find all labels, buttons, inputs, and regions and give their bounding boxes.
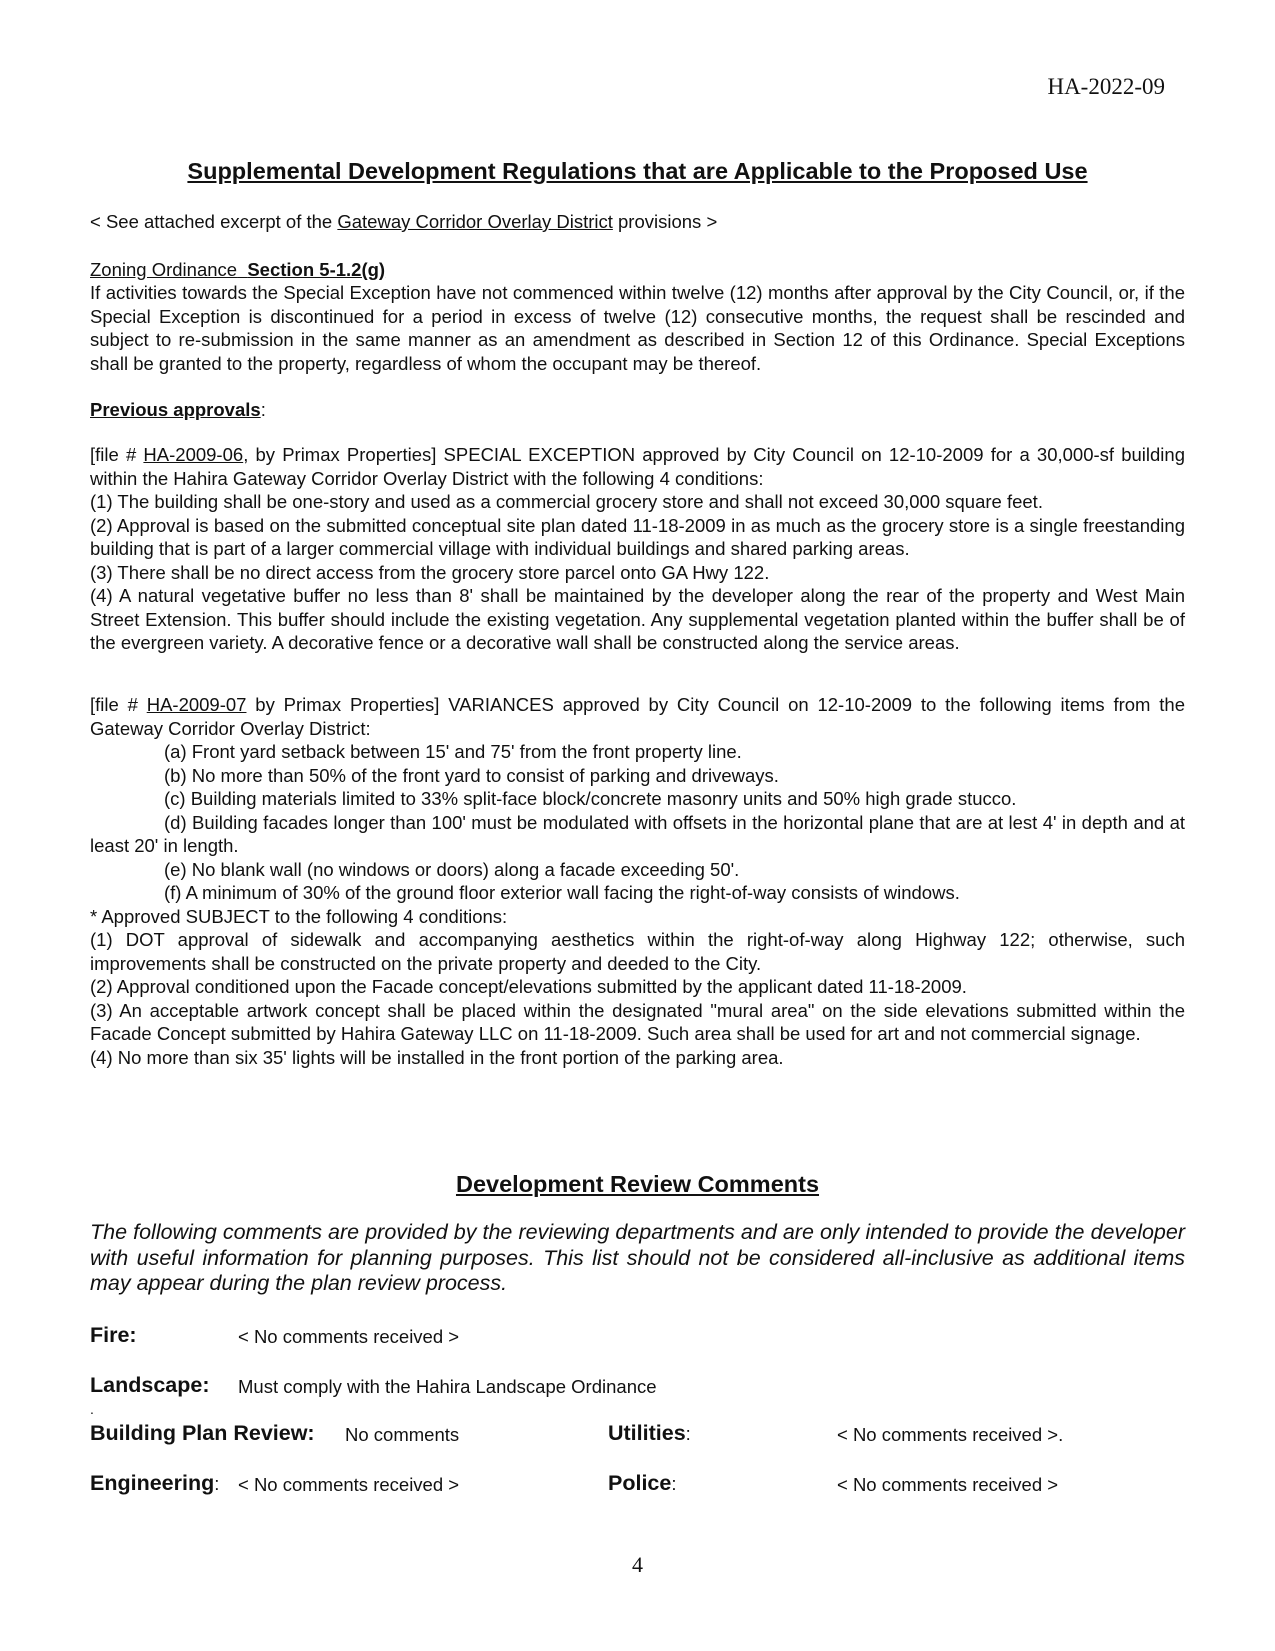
condition-item: (1) The building shall be one-story and used as a commercial grocery store and shall not exceed 30,000 square feet.	[90, 491, 1043, 512]
excerpt-note	[90, 210, 1185, 234]
excerpt-after: provisions >	[612, 211, 718, 232]
utilities-value: < No comments received >.	[837, 1424, 1064, 1445]
condition-item: (4) A natural vegetative buffer no less than 8' shall be maintained by the developer along the rear of the property and West Main Street Extension. This buffer should include the existing vegetation. Any supplemental vegetation planted within the buffer shall be of the evergreen variety. A decorative fence or a decorative wall shall be constructed along the service areas.	[90, 585, 1185, 653]
landscape-label: Landscape:	[90, 1373, 210, 1397]
review-title: Development Review Comments	[455, 1171, 820, 1197]
stray-dot: .	[90, 1401, 94, 1417]
variance-item: (c) Building materials limited to 33% split-face block/concrete masonry units and 50% high grade stucco.	[164, 788, 1017, 809]
engineering-label: Engineering:	[90, 1471, 220, 1495]
approval-2-intro: [file # HA-2009-07 by Primax Properties] VARIANCES approved by City Council on 12-10-2009 to the following items from the Gateway Corridor Overlay District:	[90, 694, 1185, 739]
section-title: Supplemental Development Regulations that are Applicable to the Proposed Use	[187, 158, 1088, 184]
gateway-district-link[interactable]: Gateway Corridor Overlay District	[337, 211, 613, 232]
approval-1-intro: [file # HA-2009-06, by Primax Properties] SPECIAL EXCEPTION approved by City Council on 12-10-2009 for a 30,000-sf building within the Hahira Gateway Corridor Overlay District with the following 4 conditions:	[90, 444, 1185, 489]
variance-item: (b) No more than 50% of the front yard to consist of parking and driveways.	[164, 764, 779, 786]
variance-item: (e) No blank wall (no windows or doors) along a facade exceeding 50'.	[164, 858, 740, 880]
police-value: < No comments received >	[837, 1474, 1059, 1495]
police-label: Police:	[608, 1471, 677, 1495]
variance-item: (d) Building facades longer than 100' must be modulated with offsets in the horizontal plane that are at lest 4' in depth and at least 20' in length.	[90, 811, 1185, 856]
page-number: 4	[632, 1552, 643, 1577]
approval-item-1	[90, 443, 1185, 655]
building-review-label: Building Plan Review:	[90, 1421, 315, 1445]
previous-approvals-heading: Previous approvals:	[90, 399, 266, 420]
file-link-ha-2009-07[interactable]: HA-2009-07	[146, 694, 247, 715]
zoning-text: If activities towards the Special Exception have not commenced within twelve (12) months after approval by the City Council, or, if the Special Exception is discontinued for a period in excess of twelve (12) consecutive months, the request shall be rescinded and subject to re-submission in the same manner as an amendment as described in Section 12 of this Ordinance. Special Exceptions shall be granted to the property, regardless of whom the occupant may be thereof.	[90, 282, 1185, 374]
file-number: HA-2022-09	[1047, 74, 1165, 99]
condition-item: (3) There shall be no direct access from the grocery store parcel onto GA Hwy 122.	[90, 561, 770, 583]
building-review-value: No comments	[345, 1424, 460, 1445]
variance-item: (a) Front yard setback between 15' and 75' from the front property line.	[164, 741, 742, 762]
excerpt-before: < See attached excerpt of the	[90, 211, 338, 232]
utilities-label: Utilities:	[608, 1421, 691, 1445]
fire-label: Fire:	[90, 1323, 137, 1347]
file-link-ha-2009-06[interactable]: HA-2009-06	[143, 444, 244, 465]
approved-subject-line: * Approved SUBJECT to the following 4 conditions:	[90, 905, 508, 927]
zoning-label: Zoning Ordinance	[90, 259, 238, 280]
document-page	[90, 0, 1185, 1651]
condition-item: (2) Approval is based on the submitted conceptual site plan dated 11-18-2009 in as much as the grocery store is a single freestanding building that is part of a larger commercial village with individual buildings and shared parking areas.	[90, 514, 1185, 559]
approval-item-2	[90, 693, 1185, 1069]
engineering-value: < No comments received >	[238, 1474, 460, 1495]
zoning-heading	[90, 258, 1185, 282]
variance-item: (f) A minimum of 30% of the ground floor exterior wall facing the right-of-way consists of windows.	[164, 882, 960, 903]
condition-item: (2) Approval conditioned upon the Facade concept/elevations submitted by the applicant dated 11-18-2009.	[90, 976, 967, 997]
previous-approvals-label: Previous approvals	[90, 399, 261, 420]
landscape-value: Must comply with the Hahira Landscape Ordinance	[238, 1376, 657, 1397]
condition-item: (1) DOT approval of sidewalk and accompanying aesthetics within the right-of-way along Highway 122; otherwise, such improvements shall be constructed on the private property and deeded to the City.	[90, 929, 1185, 974]
review-intro: The following comments are provided by the reviewing departments and are only intended to provide the developer with useful information for planning purposes. This list should not be considered all-inclusive as additional items may appear during the plan review process.	[90, 1220, 1185, 1295]
fire-value: < No comments received >	[238, 1326, 460, 1347]
condition-item: (3) An acceptable artwork concept shall be placed within the designated "mural area" on the side elevations submitted within the Facade Concept submitted by Hahira Gateway LLC on 11-18-2009. Such area shall be used for art and not commercial signage.	[90, 999, 1185, 1044]
zoning-section: Section 5-1.2(g)	[247, 259, 386, 280]
condition-item: (4) No more than six 35' lights will be installed in the front portion of the parking area.	[90, 1046, 784, 1068]
